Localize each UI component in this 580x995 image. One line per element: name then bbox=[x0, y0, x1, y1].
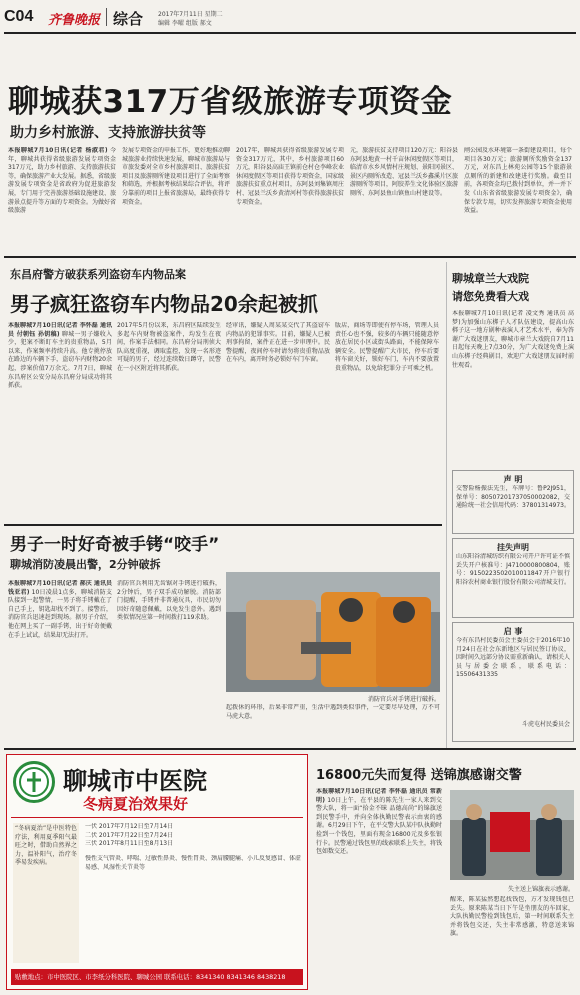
header-rule bbox=[4, 32, 576, 34]
notice-announcement bbox=[452, 622, 574, 742]
story3-byline: 本报聊城7月10日讯(记者 郝庆 通讯员 钱亚君) bbox=[8, 580, 112, 596]
story2-headline: 男子疯狂盗窃车内物品20余起被抓 bbox=[10, 292, 318, 316]
lead-byline: 本报聊城7月10日讯(记者 杨淑君) bbox=[8, 147, 108, 154]
story4-headline: 16800元失而复得 送锦旗感谢交警 bbox=[316, 768, 522, 783]
notice3-body: 今有东昌村民委员会主委员会于2016年10月24日在社会东新地区与居民签订协议，因时间久远部分协议需重新确认，请相关人员与居委会联系，联系电话：15506431335 bbox=[456, 637, 570, 679]
lead-column-4: 元，旅游扶贫支持项目120万元：阳谷县东阿县地黄一村千亩休闲度假区等项目，临清市水乡风情村庄规划、景阳冈景区、景区内厕所改造、冠县兰沃乡鑫溪片区旅游厕所等项目，阿胶养生文化体验区旅游厕所、东阿县鱼山镇鱼山村建设等。 bbox=[350, 147, 458, 197]
lead-column-3: 2017年，聊城共获得省级旅游发展专项资金317万元，其中，乡村旅游项目60万元，阳谷县高庙王镇前仓村仓李峰农业休闲度假区等项目获得专项资金，国家级旅游扶贫重点村项目，东阿县刘集镇周庄村、冠县兰沃乡黄清河村等获得旅游扶贫专项资金。 bbox=[236, 147, 344, 206]
notice2-title: 挂失声明 bbox=[497, 543, 529, 552]
notice3-sign: 斗虎屯村民委员会 bbox=[521, 721, 570, 728]
notice-statement bbox=[452, 470, 574, 534]
page-header bbox=[0, 0, 580, 40]
notice-loss-statement bbox=[452, 538, 574, 618]
story2-body-1: 聊城一男子嫌收入少，犯案不断盯车主的贵重物品，5月以来，作案频率持续升高。他专挑停放在路边的车辆下手，盗窃车内财物20余起，涉案价值7万余元。7月7日，聊城东昌府区公安分局东昌府分局成功将其抓获。 bbox=[8, 330, 112, 390]
header-divider bbox=[106, 8, 107, 26]
sidebar-headline-2: 请您免费看大戏 bbox=[452, 290, 529, 303]
banner-photo-illustration bbox=[450, 790, 574, 880]
story3-body-1: 10日凌晨1点多，聊城消防支队接到一起警情，一男子将手铐戴在了自己手上，钥匙却找不到了。接警后，消防官兵迅速赶到现场。据男子介绍，他在网上买了一副手铐，出于好奇便戴在手上试试，结果却无法打开。 bbox=[8, 588, 112, 639]
date-line: 2017年7月11日 星期二 bbox=[158, 11, 223, 18]
notice-title: 声 明 bbox=[503, 475, 523, 484]
story4-byline: 本报聊城7月10日讯(记者 李怀磊 通讯员 常新明) bbox=[316, 788, 442, 804]
story2-column-2: 2017年5月份以来，东昌府区陆续发生多起车内财物被盗案件，均发生在夜间，作案手法相同。东昌府分局刑侦大队高度重视，调取监控，发现一名形迹可疑的男子，经过连续数日蹲守，民警在一小区附近将其抓获。 bbox=[117, 322, 221, 372]
hospital-ad bbox=[6, 754, 308, 990]
story2-kicker: 东昌府警方破获系列盗窃车内物品案 bbox=[10, 268, 186, 281]
story4-body-2: 醒来，陈某猛然想起找钱包，方才发现钱包已丢失。原来陈某当日下午是坐朋友的车回家，大队执勤民警捡到钱包后，第一时间联系失主并将钱包交还，失主非常感激，特意送来锦旗。 bbox=[450, 896, 574, 938]
lead-headline: 聊城获317万省级旅游专项资金 bbox=[8, 84, 453, 120]
story2-bottom-rule bbox=[4, 524, 442, 526]
story3-caption: 消防官兵对手铐进行破拆。 bbox=[367, 696, 440, 703]
story3-body-3: 起拨休的环形，后果非常严重，生活中遇到类似事件，一定要尽早处理，万不可马虎大意。 bbox=[226, 704, 440, 720]
story4-body-1: 10日上午，在平县的陈先生一家人来到交警大队，将一面“拾金不昧 品德高尚”的锦旗送到民警手中，并向全体执勤民警表示由衷的感谢。6月29日下午，在平交警大队某中队执勤时捡到一个钱包，里面有现金16800元及多张银行卡。民警通过钱包里的线索联系上失主，将钱包如数交还。 bbox=[316, 796, 442, 856]
lead-body-1: 今年，聊城共获得省级旅游发展专项资金317万元，助力乡村旅游、支持旅游扶贫等，确保旅游产业大发展。据悉，省级旅游发展专项资金是省政府为促进旅游发展，专门用于完善旅游基础设施建设、旅游景点提升等方面的专项资金。为做好省级旅游 bbox=[8, 147, 116, 215]
story3-photo bbox=[226, 572, 440, 692]
lead-column-1 bbox=[8, 147, 116, 250]
ad-title: 聊城市中医院 bbox=[63, 767, 207, 795]
story3-column-1 bbox=[8, 580, 112, 740]
ad-items: 慢性支气管炎、哮喘、过敏性鼻炎、慢性胃炎、颈肩腰腿痛、小儿反复感冒、体虚易感、风湿性关节炎等 bbox=[85, 855, 301, 871]
sidebar-body: 本报聊城7月10日讯(记者 凌文秀 通讯员 高梦)为加强山东梆子人才队伍建设，提高山东梆子这一地方剧种表演人才艺术水平，奉为答谢广大戏迷朋友，聊城市章兰大戏院自7月11日起每天晚上7点30分，为广大戏迷免费上演山东梆子经典剧目，欢迎广大戏迷朋友届时前往观看。 bbox=[452, 310, 574, 369]
ad-divider bbox=[11, 817, 303, 818]
editor-line: 编辑 李曜 组版 郝文 bbox=[158, 20, 212, 27]
firefighter-photo-illustration bbox=[226, 572, 440, 692]
page-number: C04 bbox=[4, 8, 34, 25]
ad-subtitle: 冬病夏治效果好 bbox=[83, 795, 189, 813]
ad-date-3: 三伏 2017年8月11日至8月13日 bbox=[85, 840, 174, 848]
lead-bottom-rule bbox=[4, 256, 576, 258]
sidebar-divider bbox=[446, 262, 447, 750]
ad-address-bar: 贴敷地点：市中医院区、市李纸分科医院、聊城公园 联系电话：8341340 8341346 8438218 bbox=[11, 969, 303, 985]
story2-column-3: 经审讯，嫌疑人周某某交代了其盗窃车内物品的犯罪事实。目前，嫌疑人已被刑事拘留，案件正在进一步审理中。民警提醒，夜间停车时请勿将贵重物品放在车内，离开时务必锁好车门车窗。 bbox=[226, 322, 330, 364]
ad-intro: “冬病夏治”是中医特色疗法，利用夏季阳气最旺之时，借助自然界之力，温补阳气，治疗冬季易发疾病。 bbox=[13, 823, 79, 963]
story4-column-1 bbox=[316, 788, 442, 988]
lead-subhead: 助力乡村旅游、支持旅游扶贫等 bbox=[10, 125, 206, 141]
story4-photo bbox=[450, 790, 574, 880]
story3-headline: 男子一时好奇被手铐“咬手” bbox=[10, 535, 220, 555]
hospital-logo bbox=[13, 761, 55, 803]
lead-column-5: 闸公园及水环境第一条街建设项目，每个项目各30万元；旅游厕所奖励资金137万元，对东昌上林苑公园等15个旅游景点厕所的新建和改建进行奖励。截至目前，各项资金均已拨付到单位，并一并下发《山东省省级旅游发展专项资金》，确保专款专用，切实发挥旅游专项资金使用效益。 bbox=[464, 147, 572, 215]
story2-column-4: 版店，商场等即使有停车场，管理人员责任心也不强，较多的车辆只能随意停放在居民小区或街头路面，不能保障车辆安全。民警提醒广大市民，停车后要将车窗关好，锁好车门，车内不要放置贵重物品，以免给犯罪分子可乘之机。 bbox=[335, 322, 439, 372]
story3-subhead: 聊城消防凌晨出警，2分钟破拆 bbox=[10, 558, 161, 571]
story4-caption: 失主送上锦旗表示感谢。 bbox=[507, 886, 574, 893]
notice3-title: 启 事 bbox=[503, 627, 523, 636]
ad-date-1: 一伏 2017年7月12日至7月14日 bbox=[85, 823, 174, 830]
hospital-emblem-icon bbox=[16, 764, 52, 800]
ad-date-list bbox=[85, 823, 301, 849]
notice2-body: 山东阳谷清城纺织有限公司开户许可证不慎丢失开户核准号：J4710000800804，账号：9150223502010011847开户银行阳谷农村商业银行股份有限公司清城支行。 bbox=[456, 553, 570, 586]
lead-column-2: 发展专项资金的申报工作，更好地推动聊城旅游业持续快速发展，聊城市旅游局与市旅发委对全市乡村旅游项目、旅游扶贫项目及旅游厕所建设项目进行了全面考察和筛选，并根据考核结果综合评估，将评分靠前的项目上报省旅游局，最终获得专项资金。 bbox=[122, 147, 230, 206]
story2-column-1 bbox=[8, 322, 112, 520]
story2-byline: 本报聊城7月10日讯(记者 李怀磊 通讯员 付朝钰 孙钥稿) bbox=[8, 322, 112, 338]
ad-date-2: 二伏 2017年7月22日至7月24日 bbox=[85, 831, 174, 839]
notice-body: 交警险杨振法先生，车牌号：鲁P2J951，保单号：80507201737050002082，交通险统一社会信用代码：37801314973。 bbox=[456, 485, 570, 510]
section-name: 综合 bbox=[113, 10, 144, 28]
story3-bottom-rule bbox=[4, 748, 576, 750]
sidebar-headline-1: 聊城章兰大戏院 bbox=[452, 272, 529, 285]
story3-column-2: 消防官兵利用无齿锯对手铐进行破拆，2分钟后，男子双手成功解脱。消防部门提醒，手铐并非普通玩具，市民切勿因好奇随意佩戴，以免发生意外。遇到类似情况应第一时间拨打119求助。 bbox=[117, 580, 221, 622]
paper-logo: 齐鲁晚报 bbox=[48, 13, 101, 28]
